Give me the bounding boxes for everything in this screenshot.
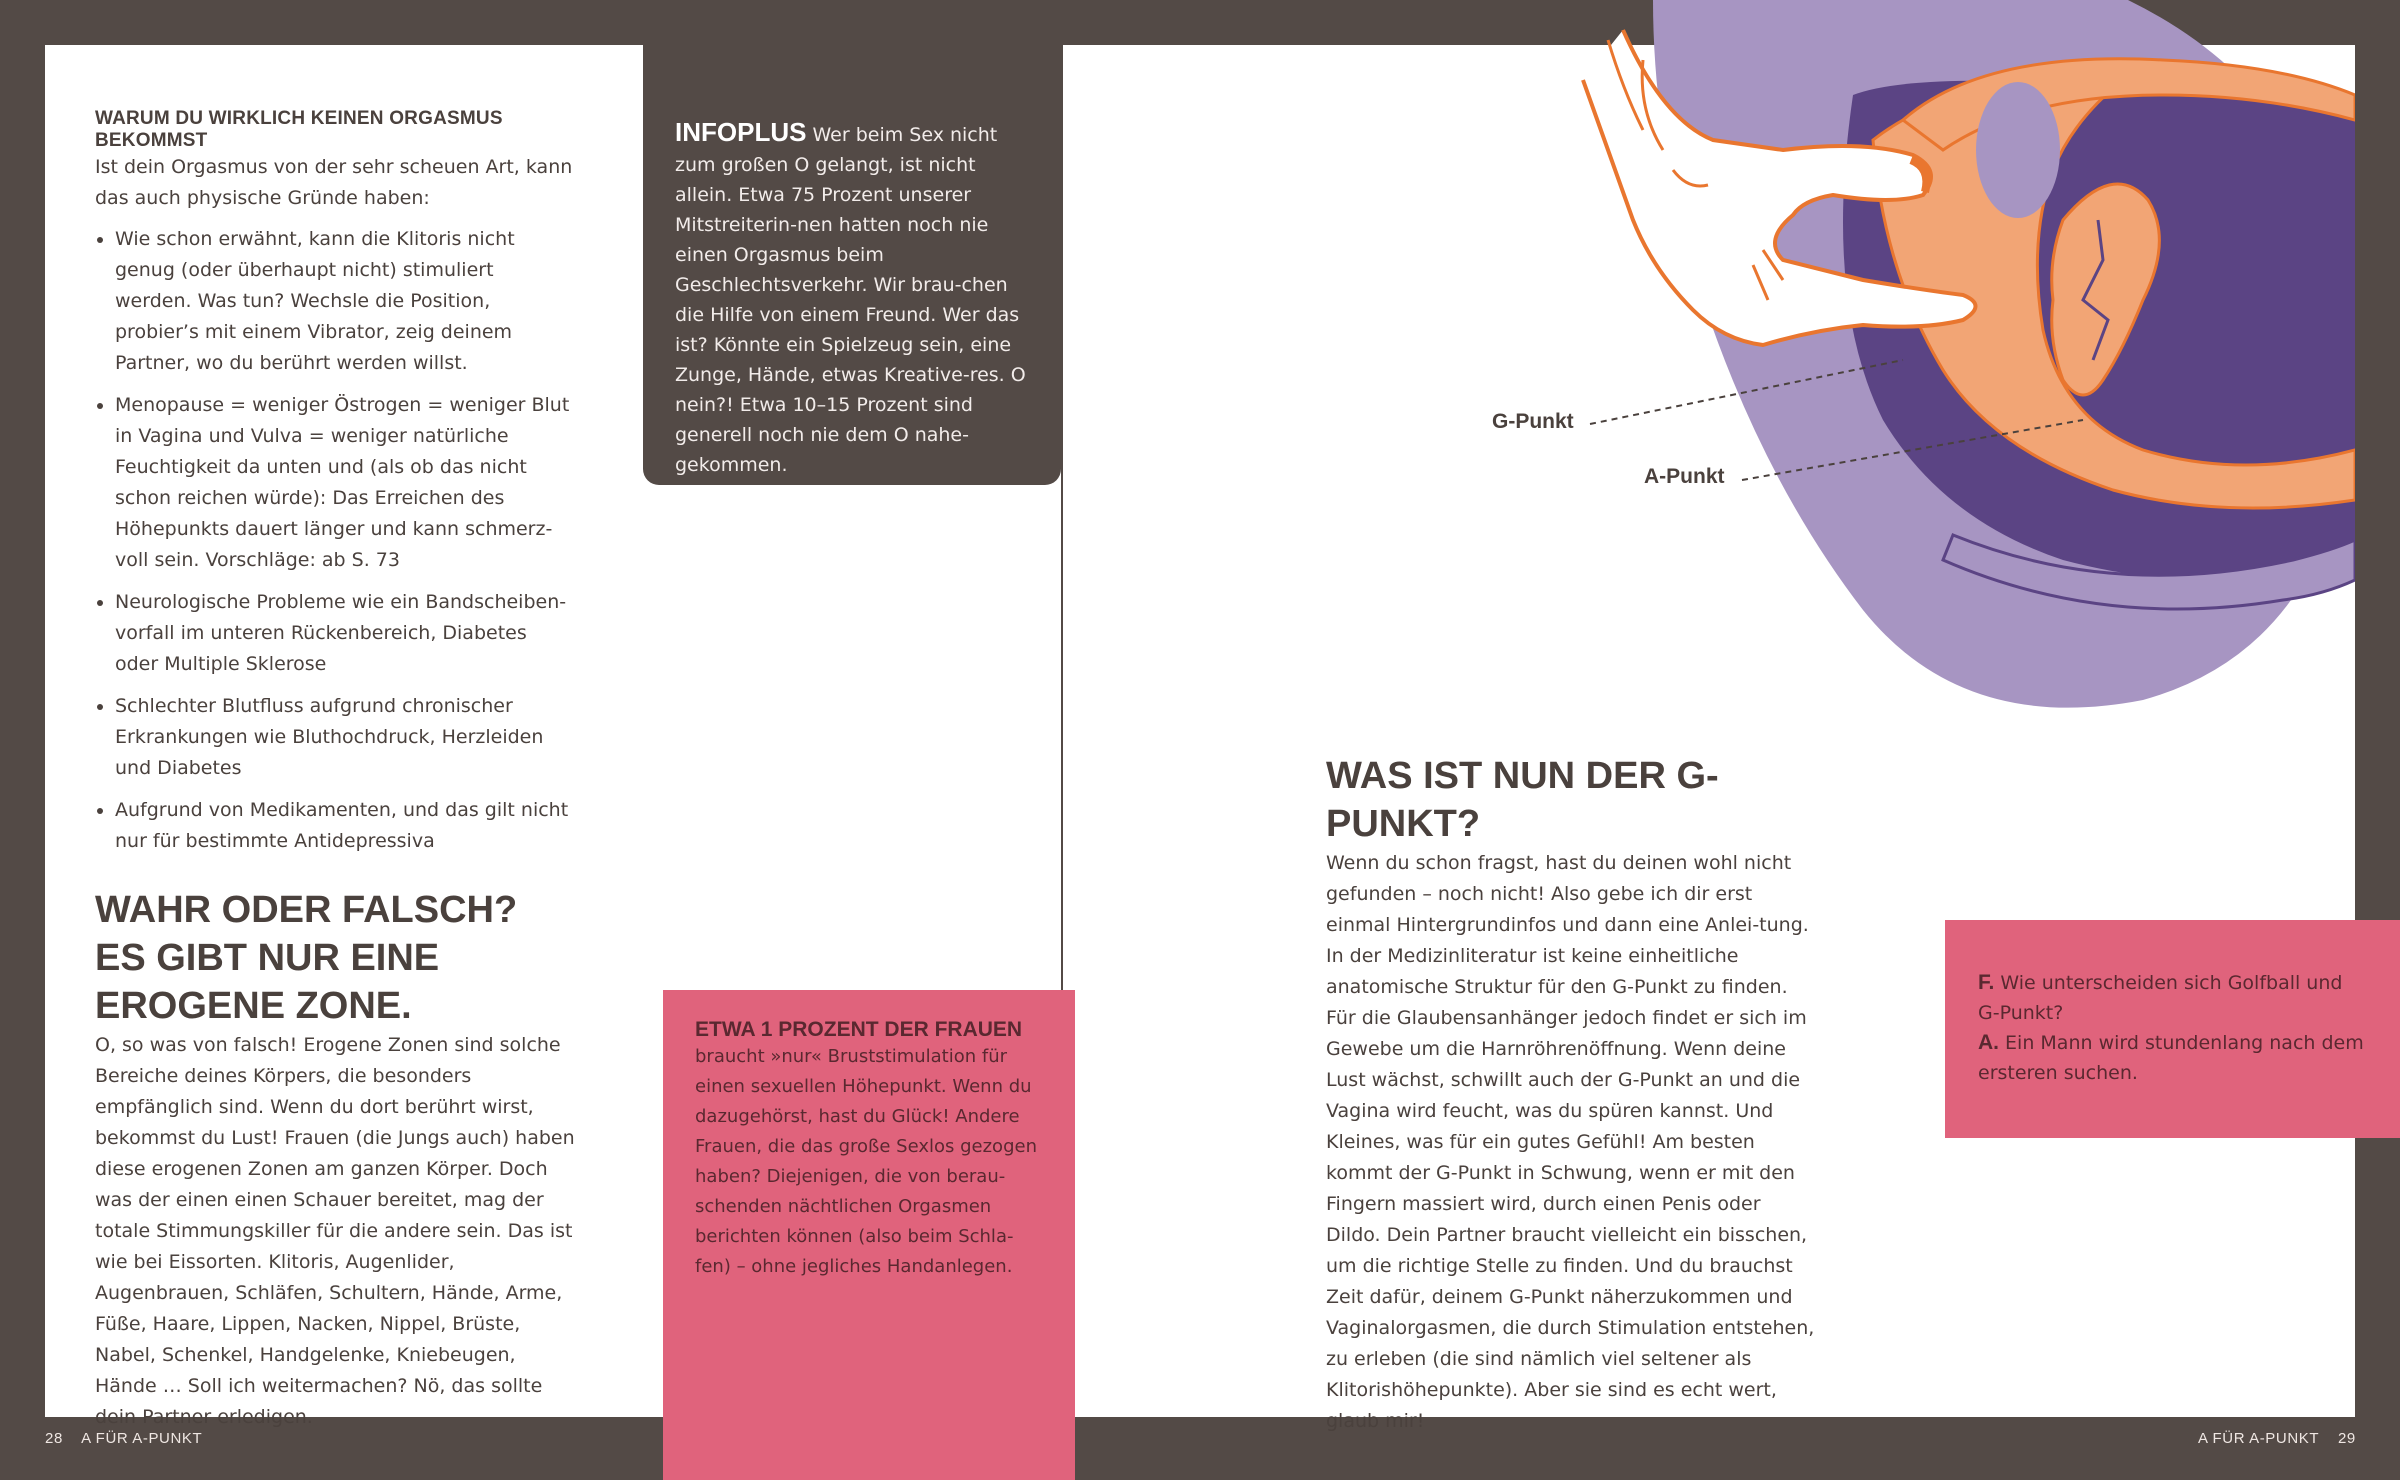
left-running-head: A FÜR A-PUNKT [81, 1430, 203, 1447]
list-item: • Menopause = weniger Östrogen = weniger Blut in Vagina und Vulva = weniger natürliche Feuchtigkeit da unten und (als ob das nicht schon reichen würde): Das Erreichen des Höhepunkts dauert länger und kann schmerz-voll sein. Vorschläge: ab S. 73 [115, 390, 575, 576]
right-column [1326, 752, 1816, 1437]
answer-text: Ein Mann wird stundenlang nach dem ersteren suchen. [1978, 1032, 2364, 1084]
reasons-list [95, 224, 575, 857]
infoplus-text [675, 117, 1031, 480]
answer [1978, 1028, 2370, 1088]
left-column-lower [95, 886, 575, 1433]
left-folio [45, 1430, 202, 1447]
list-item: • Neurologische Probleme wie ein Bandscheiben-vorfall im unteren Rückenbereich, Diabetes oder Multiple Sklerose [115, 587, 575, 680]
bladder [1976, 82, 2060, 218]
section-heading-no-orgasm: WARUM DU WIRKLICH KEINEN ORGASMUS BEKOMMST [95, 108, 503, 151]
infoplus-title: INFOPLUS [675, 117, 807, 147]
list-item: • Schlechter Blutfluss aufgrund chronischer Erkrankungen wie Bluthochdruck, Herzleiden und Diabetes [115, 691, 575, 784]
question [1978, 968, 2370, 1028]
g-punkt-label: G-Punkt [1492, 410, 1574, 433]
left-column [95, 108, 575, 868]
right-running-head: A FÜR A-PUNKT [2198, 1430, 2319, 1447]
right-folio [2198, 1430, 2356, 1447]
infoplus-box [643, 45, 1061, 485]
g-punkt-body: Wenn du schon fragst, hast du deinen wohl nicht gefunden – noch nicht! Also gebe ich dir erst einmal Hintergrundinfos und dann eine Anlei-tung. In der Medizinliteratur ist keine einheitliche anatomische Struktur für den G-Punkt zu finden. Für die Glaubensanhänger jedoch findet er sich im Gewebe um die Harnröhrenöffnung. Wenn deine Lust wächst, schwillt auch der G-Punkt an und die Vagina wird feucht, was du spüren kannst. Und Kleines, was für ein gutes Gefühl! Am besten kommt der G-Punkt in Schwung, wenn er mit den Fingern massiert wird, durch einen Penis oder Dildo. Dein Partner braucht vielleicht ein bisschen, um die richtige Stelle zu finden. Und du brauchst Zeit dafür, deinem G-Punkt näherzukommen und Vaginalorgasmen, die durch Stimulation entstehen, zu erleben (die sind nämlich viel seltener als Klitorishöhepunkte). Aber sie sind es echt wert, glaub mir! [1326, 852, 1815, 1432]
a-punkt-label: A-Punkt [1644, 465, 1725, 488]
question-text: Wie unterscheiden sich Golfball und G-Punkt? [1978, 972, 2343, 1024]
anatomy-illustration [1063, 0, 2355, 720]
list-item: • Wie schon erwähnt, kann die Klitoris nicht genug (oder überhaupt nicht) stimuliert werden. Was tun? Wechsle die Position, probier’s mit einem Vibrator, zeig deinem Partner, wo du berührt werden willst. [115, 224, 575, 379]
percent-box [663, 990, 1075, 1480]
left-page-number: 28 [45, 1430, 63, 1447]
infoplus-body: Wer beim Sex nicht zum großen O gelangt, ist nicht allein. Etwa 75 Prozent unserer Mitstreiterin-nen hatten noch nie einen Orgasmus beim Geschlechtsverkehr. Wir brau-chen die Hilfe von einem Freund. Wer das ist? Könnte ein Spielzeug sein, eine Zunge, Hände, etwas Kreative-res. O nein?! Etwa 10–15 Prozent sind generell noch nie dem O nahe-gekommen. [675, 124, 1026, 476]
percent-box-body: braucht »nur« Bruststimulation für einen sexuellen Höhepunkt. Wenn du dazugehörst, hast du Glück! Andere Frauen, die das große Sexlos gezogen haben? Diejenigen, die von berau-schenden nächtlichen Orgasmen berichten können (also beim Schla-fen) – ohne jegliches Handanlegen. [695, 1046, 1037, 1277]
percent-box-title: ETWA 1 PROZENT DER FRAUEN [695, 1018, 1023, 1041]
joke-box [1945, 920, 2400, 1138]
section-intro: Ist dein Orgasmus von der sehr scheuen Art, kann das auch physische Gründe haben: [95, 156, 573, 209]
answer-label: A. [1978, 1031, 1999, 1054]
section-heading-g-punkt: WAS IST NUN DER G-PUNKT? [1326, 755, 1719, 845]
section-heading-erogenous: WAHR ODER FALSCH? ES GIBT NUR EINE EROGENE ZONE. [95, 889, 518, 1027]
erogenous-body: O, so was von falsch! Erogene Zonen sind solche Bereiche deines Körpers, die besonders empfänglich sind. Wenn du dort berührt wirst, bekommst du Lust! Frauen (die Jungs auch) haben diese erogenen Zonen am ganzen Körper. Doch was der einen einen Schauer bereitet, mag der totale Stimmungskiller für die andere sein. Das ist wie bei Eissorten. Klitoris, Augenlider, Augenbrauen, Schläfen, Schultern, Hände, Arme, Füße, Haare, Lippen, Nacken, Nippel, Brüste, Nabel, Schenkel, Handgelenke, Kniebeugen, Hände … Soll ich weitermachen? Nö, das sollte dein Partner erledigen. [95, 1034, 575, 1428]
list-item: • Aufgrund von Medikamenten, und das gilt nicht nur für bestimmte Antidepressiva [115, 795, 575, 857]
right-page-number: 29 [2337, 1430, 2356, 1447]
question-label: F. [1978, 971, 1995, 994]
